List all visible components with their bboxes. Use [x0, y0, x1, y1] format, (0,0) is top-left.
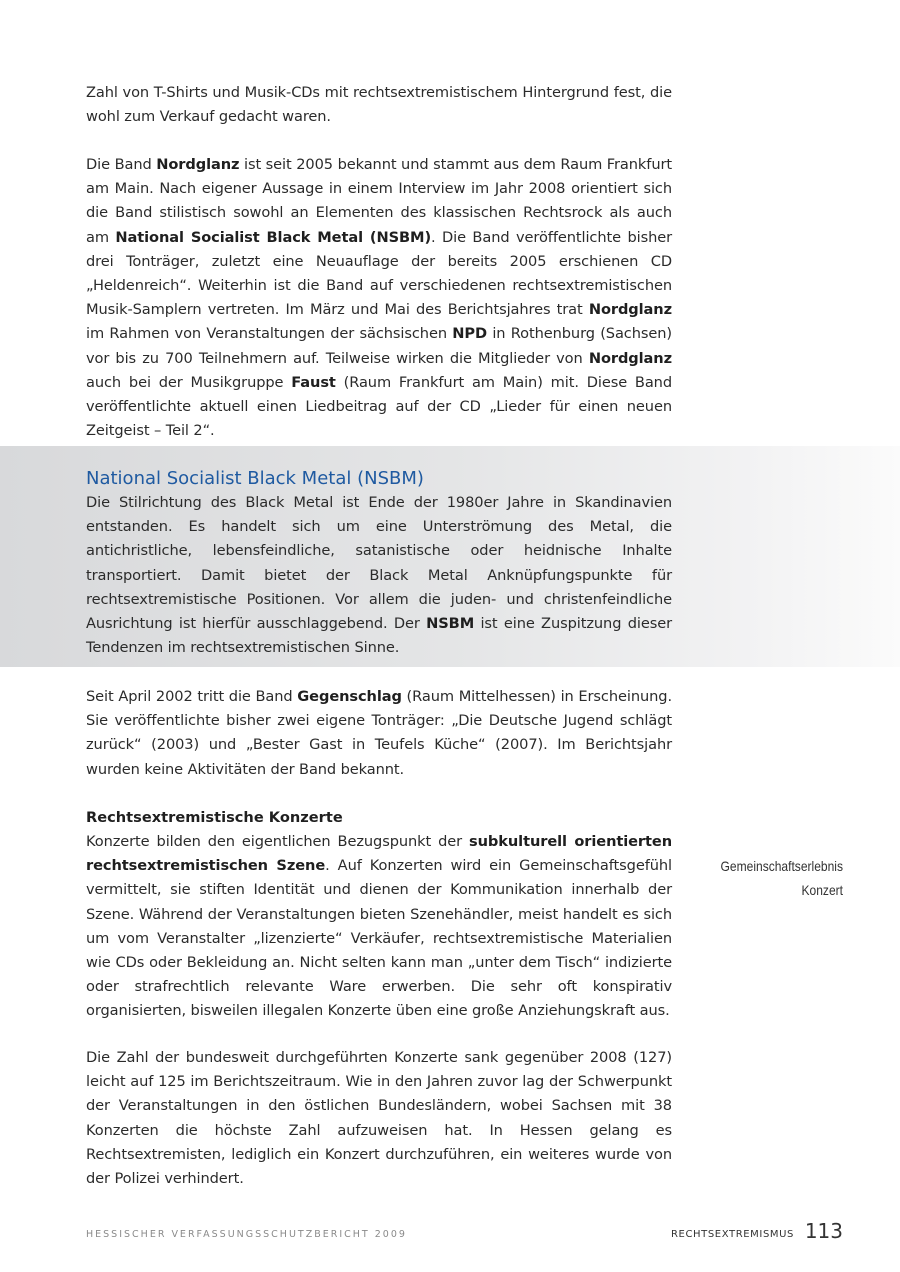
margin-notes [643, 854, 843, 902]
margin-note: Konzert [801, 882, 843, 898]
bold-term: Nordglanz [156, 156, 240, 173]
info-box-text: Die Stilrichtung des Black Metal ist Ende der 1980er Jahre in Skandinavien entstanden. Es handelt sich um eine Unterströmung des Metal, die antichristliche, lebensfeindliche, satanistische oder heidnische Inhalte transportiert. Damit bietet der Black Metal Anknüpfungspunkte für rechtsextremistische Positionen. Vor allem die juden- und christenfeindliche Ausrichtung ist hierfür ausschlaggebend. Der NSBM ist eine Zuspitzung dieser Tendenzen im rechtsextremistischen Sinne. [86, 494, 672, 657]
bold-term: Nordglanz [588, 301, 672, 319]
bold-term: Nordglanz [588, 349, 672, 367]
margin-note: Gemeinschaftserlebnis [720, 858, 843, 874]
bold-term: NPD [452, 325, 488, 343]
bold-term: Gegenschlag [297, 688, 402, 705]
footer-publication: HESSISCHER VERFASSUNGSSCHUTZBERICHT 2009 [86, 1229, 407, 1240]
bold-term: National Socialist Black Metal (NSBM) [115, 228, 432, 246]
paragraph-intro-end: Zahl von T-Shirts und Musik-CDs mit rechtsextremistischem Hintergrund fest, die wohl zum Verkauf gedacht waren. [86, 84, 672, 126]
info-box-title: National Socialist Black Metal (NSBM) [86, 468, 424, 489]
paragraph-konzerte: Konzerte bilden den eigentlichen Bezugspunkt der subkulturell orientierten rechtsextremistischen Szene. Auf Konzerten wird ein Gemeinschaftsgefühl vermittelt, sie stiften Identität und dienen der Kommunikation innerhalb der Szene. Während der Veranstaltungen bieten Szenehändler, meist handelt es sich um vom Veranstalter „lizenzierte“ Verkäufer, rechtsextremistische Materialien wie CDs oder Bekleidung an. Nicht selten kann man „unter dem Tisch“ indizierte oder strafrechtlich relevante Ware erwerben. Die sehr oft konspirativ organisierten, bisweilen illegalen Konzerte üben eine große Anziehungskraft aus. [86, 833, 672, 1020]
page-number: 113 [804, 1219, 843, 1243]
paragraph-konzerte-zahl: Die Zahl der bundesweit durchgeführten Konzerte sank gegenüber 2008 (127) leicht auf 125 im Berichtszeitraum. Wie in den Jahren zuvor lag der Schwerpunkt der Veranstaltungen in den östlichen Bundesländern, wobei Sachsen mit 38 Konzerten die höchste Zahl aufzuweisen hat. In Hessen gelang es Rechtsextremisten, lediglich ein Konzert durchzuführen, ein weiteres wurde von der Polizei verhindert. [86, 1049, 672, 1188]
footer-chapter: RECHTSEXTREMISMUS [670, 1229, 794, 1240]
paragraph-gegenschlag: Seit April 2002 tritt die Band Gegenschlag (Raum Mittelhessen) in Erscheinung. Sie veröffentlichte bisher zwei eigene Tonträger: „Die Deutsche Jugend schlägt zurück“ (2003) und „Bester Gast in Teufels Küche“ (2007). Im Berichtsjahr wurden keine Aktivitäten der Band bekannt. [86, 688, 672, 778]
section-heading: Rechtsextremistische Konzerte [86, 809, 343, 826]
bold-term: subkulturell orientierten rechtsextremistischen Szene [86, 833, 672, 875]
paragraph-nordglanz: Die Band Nordglanz ist seit 2005 bekannt und stammt aus dem Raum Frankfurt am Main. Nach eigener Aussage in einem Interview im Jahr 2008 orientiert sich die Band stilistisch sowohl an Elementen des klassischen Rechtsrock als auch am National Socialist Black Metal (NSBM). Die Band veröffentlichte bisher drei Tonträger, zuletzt eine Neuauflage der bereits 2005 erschienen CD „Heldenreich“. Weiterhin ist die Band auf verschiedenen rechtsextremistischen Musik-Samplern vertreten. Im März und Mai des Berichtsjahres trat Nordglanz im Rahmen von Veranstaltungen der sächsischen NPD in Rothenburg (Sachsen) vor bis zu 700 Teilnehmern auf. Teilweise wirken die Mitglieder von Nordglanz auch bei der Musikgruppe Faust (Raum Frankfurt am Main) mit. Diese Band veröffentlichte aktuell einen Liedbeitrag auf der CD „Lieder für einen neuen Zeitgeist – Teil 2“. [86, 156, 673, 440]
bold-term: NSBM [426, 615, 475, 633]
bold-term: Faust [291, 373, 336, 391]
